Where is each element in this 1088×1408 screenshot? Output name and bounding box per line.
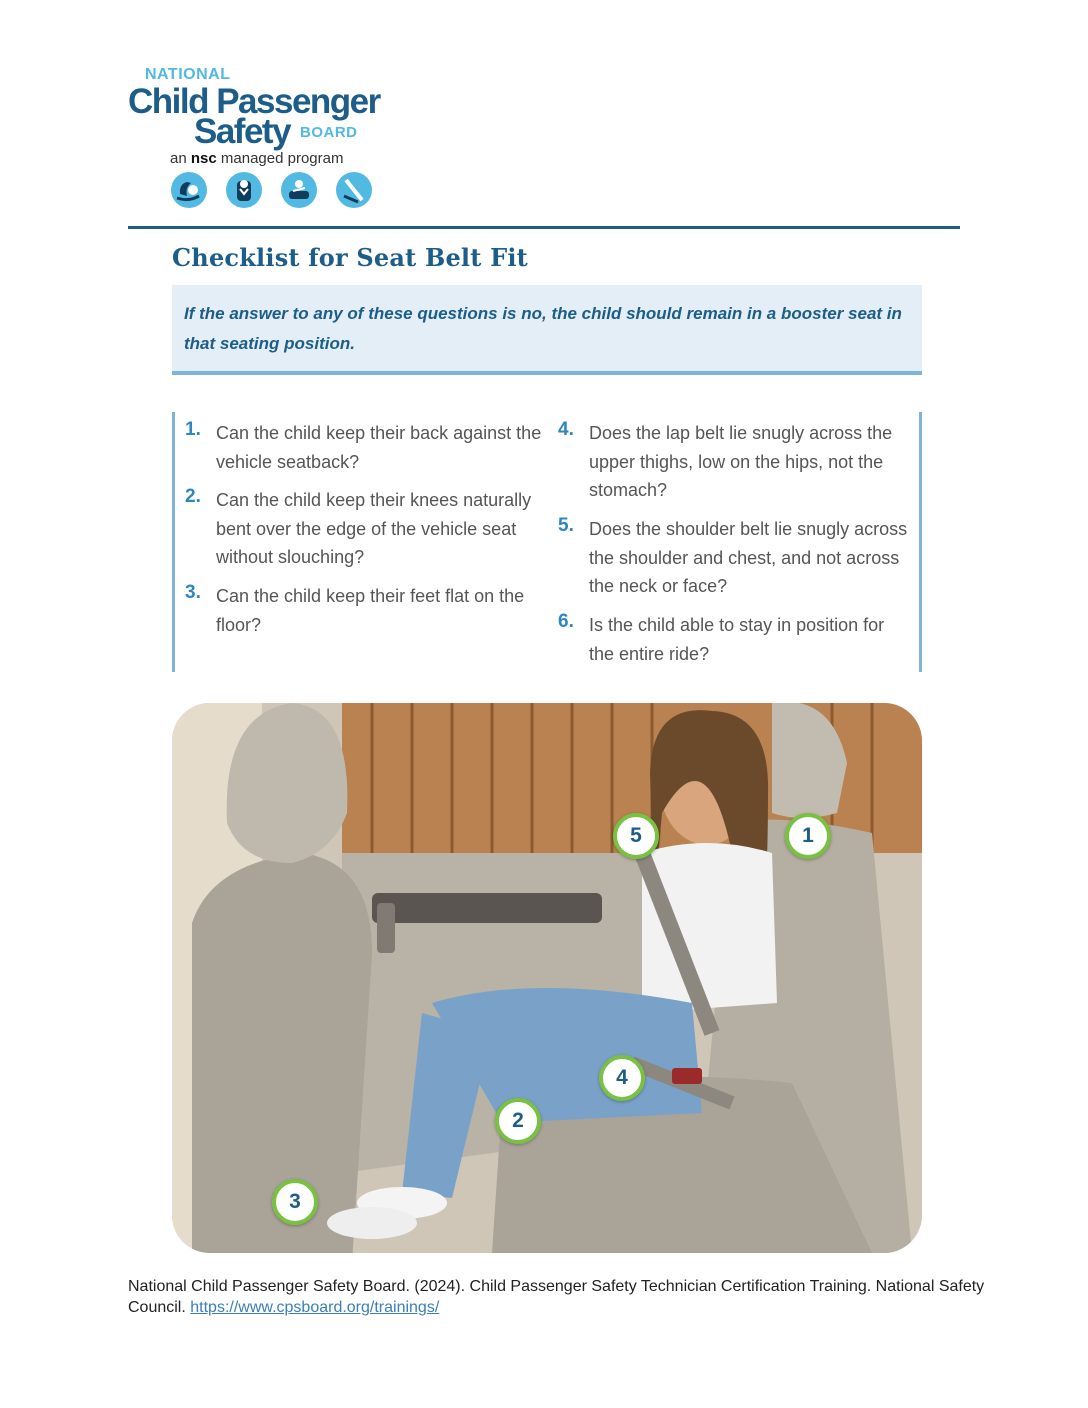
citation — [128, 1276, 1008, 1318]
header-rule — [128, 226, 960, 229]
citation-text: National Child Passenger Safety Board. (2024). Child Passenger Safety Technician Certification Training. National Safety Council. — [128, 1278, 985, 1316]
logo-tag-prefix: an — [170, 150, 187, 167]
item-text: Is the child able to stay in position for the entire ride? — [589, 615, 885, 664]
logo-tag-suffix: managed program — [220, 150, 344, 167]
booster-seat-icon — [281, 172, 317, 208]
item-number: 4. — [558, 419, 574, 440]
item-text: Does the shoulder belt lie snugly across the shoulder and chest, and not across the neck or face? — [589, 519, 908, 596]
page-title: Checklist for Seat Belt Fit — [172, 243, 528, 272]
item-text: Can the child keep their knees naturally bent over the edge of the vehicle seat without slouching? — [216, 490, 532, 567]
item-text: Can the child keep their back against the vehicle seatback? — [216, 423, 542, 472]
logo-tagline — [170, 150, 343, 167]
logo-board: BOARD — [300, 124, 358, 141]
item-number: 2. — [185, 486, 201, 507]
logo-child-passenger: Child Passenger — [128, 82, 380, 121]
marker-3: 3 — [272, 1179, 318, 1225]
checklist — [172, 412, 922, 672]
marker-2: 2 — [495, 1098, 541, 1144]
item-number: 1. — [185, 419, 201, 440]
car-interior-illustration — [172, 703, 922, 1253]
callout-text: If the answer to any of these questions is no, the child should remain in a booster seat in that seating position. — [184, 304, 902, 353]
item-text: Can the child keep their feet flat on the floor? — [216, 586, 525, 635]
logo-national: NATIONAL — [145, 66, 231, 83]
marker-4: 4 — [599, 1055, 645, 1101]
item-number: 6. — [558, 611, 574, 632]
item-text: Does the lap belt lie snugly across the upper thighs, low on the hips, not the stomach? — [589, 423, 893, 500]
instruction-callout — [172, 285, 922, 375]
item-number: 5. — [558, 515, 574, 536]
marker-5: 5 — [613, 813, 659, 859]
seat-belt-fit-photo — [172, 703, 922, 1253]
marker-1: 1 — [785, 813, 831, 859]
citation-link[interactable]: https://www.cpsboard.org/trainings/ — [190, 1299, 440, 1316]
seat-belt-icon — [336, 172, 372, 208]
rear-facing-seat-icon — [171, 172, 207, 208]
logo-nsc: nsc — [190, 150, 217, 167]
item-number: 3. — [185, 582, 201, 603]
logo-safety: Safety — [194, 112, 291, 151]
harness-seat-icon — [226, 172, 262, 208]
